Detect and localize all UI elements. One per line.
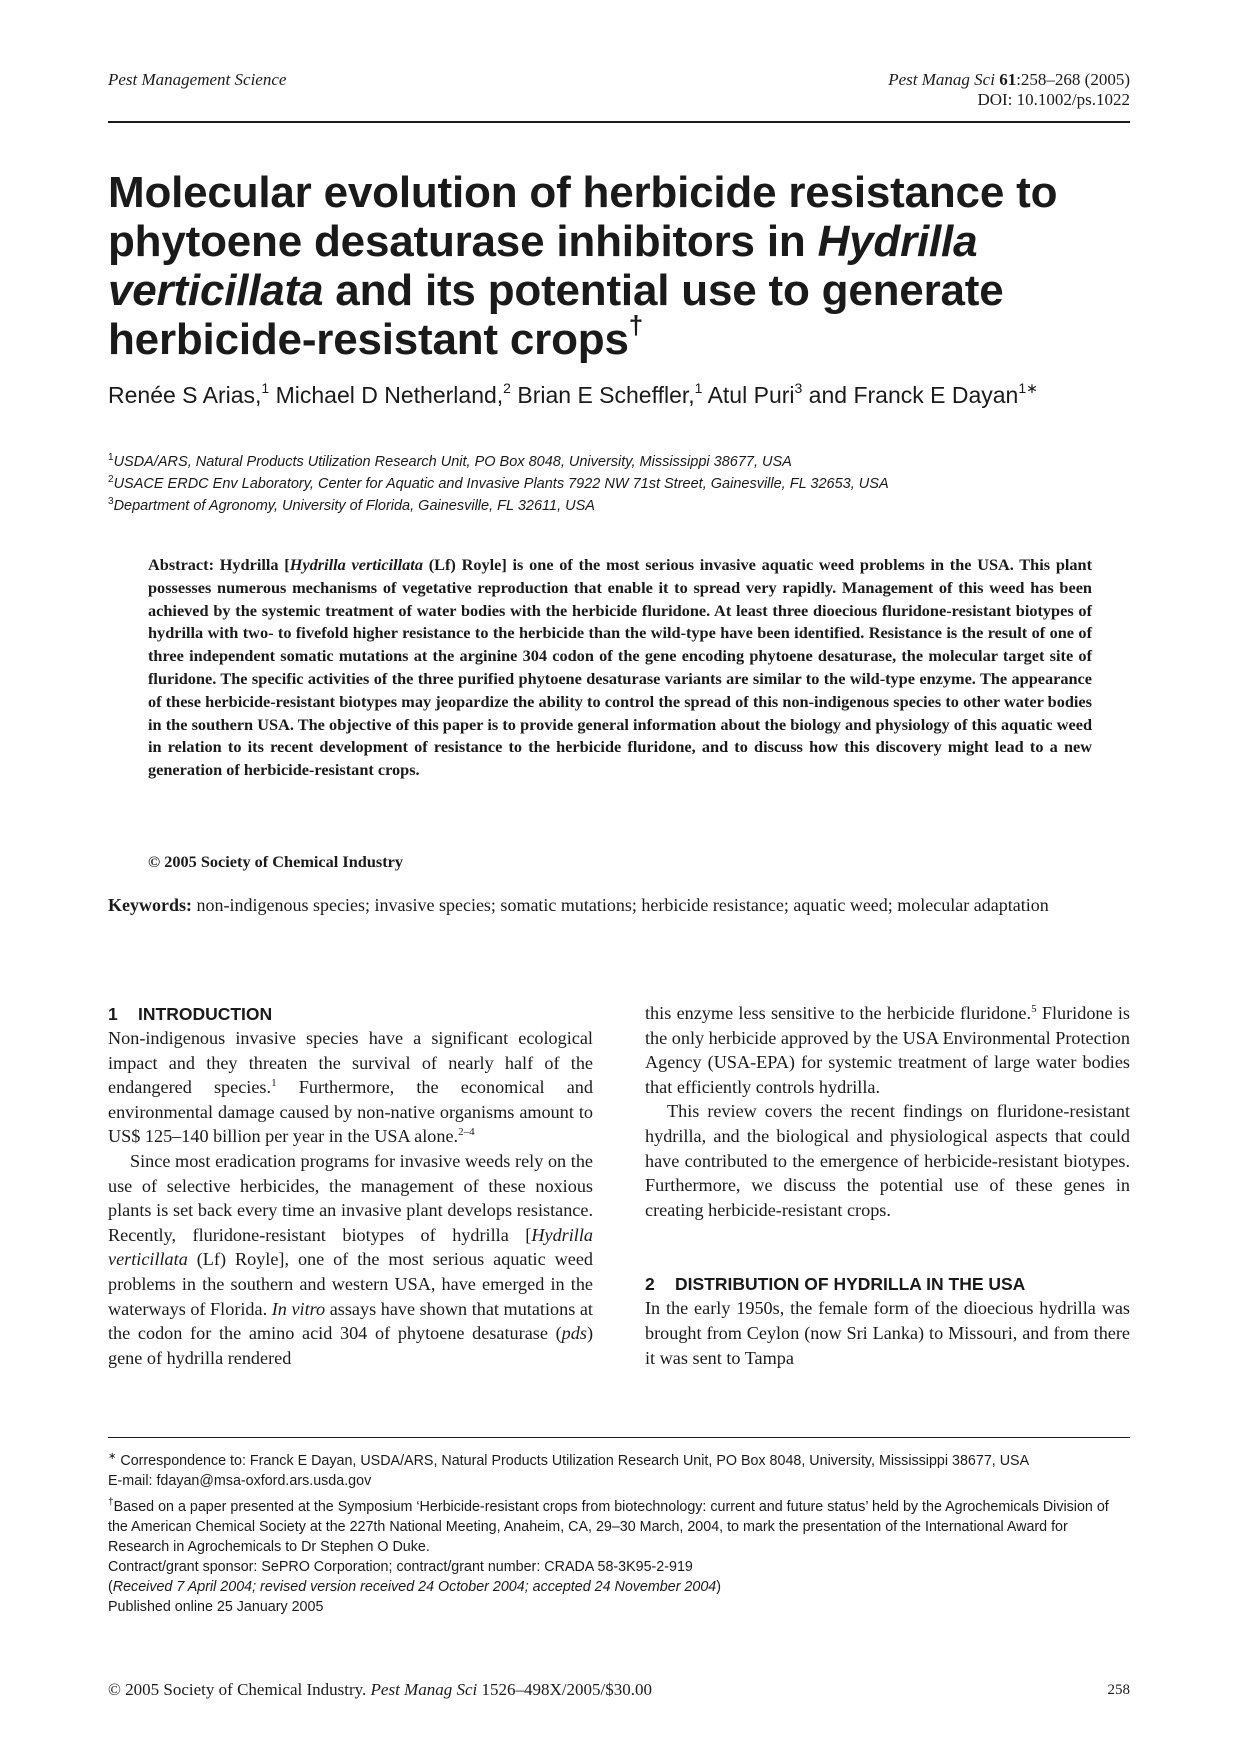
citation-volume: 61 <box>999 70 1017 89</box>
author-name: Michael D Netherland, <box>269 382 504 408</box>
italic-run: In vitro <box>271 1298 326 1319</box>
affiliation-mark: 3 <box>108 496 114 507</box>
abstract-copyright: © 2005 Society of Chemical Industry <box>148 852 404 871</box>
section-title: DISTRIBUTION OF HYDRILLA IN THE USA <box>675 1274 1026 1295</box>
journal-name: Pest Management Science <box>108 70 287 89</box>
article-title <box>108 168 1138 364</box>
column-left <box>108 1002 593 1370</box>
citation-ref: 5 <box>1031 1003 1037 1015</box>
abstract-text-2: (Lf) Royle] is one of the most serious invasive aquatic weed problems in the USA. This plant possesses numerous mechanisms of vegetative reproduction that enable it to spread very rapidly. Management of this weed has been achieved by the systemic treatment of water bodies with the herbicide fluridone. At least three dioecious fluridone-resistant biotypes of hydrilla with two- to fivefold higher resistance to the herbicide than the wild-type have been identified. Resistance is the result of one of three independent somatic mutations at the arginine 304 codon of the gene encoding phytoene desaturase, the molecular target site of fluridone. The specific activities of the three purified phytoene desaturase variants are similar to the wild-type enzyme. The appearance of these herbicide-resistant biotypes may jeopardize the ability to control the spread of this non-indigenous species to other water bodies in the southern USA. The objective of this paper is to provide general information about the biology and physiology of this aquatic weed in relation to its recent development of resistance to the herbicide fluridone, and to discuss how this discovery might lead to a new generation of herbicide-resistant crops. <box>148 555 1093 780</box>
abstract <box>148 554 1092 782</box>
column-right <box>645 1001 1130 1370</box>
text-run: Since most eradication programs for invasive weeds rely on the use of selective herbicides, the management of these noxious plants is set back every time an invasive plant develops resistance. Recently, fluridone-resistant biotypes of hydrilla [ <box>108 1150 593 1245</box>
keywords-label: Keywords: <box>108 895 192 915</box>
author-affil-mark: 1 <box>694 380 703 396</box>
page-number: 258 <box>1107 1682 1130 1698</box>
abstract-label: Abstract: <box>148 555 215 574</box>
italic-run: Hydrilla verticillata <box>108 1224 593 1270</box>
italic-run: Received 7 April 2004; revised version received 24 October 2004; accepted 24 November 2004 <box>112 1579 717 1595</box>
text-run: Furthermore, the economical and environmental damage caused by non-native organisms amount to US$ 125–140 billion per year in the USA alone. <box>108 1077 593 1147</box>
author-name: and Franck E Dayan <box>802 382 1019 408</box>
footnote-correspondence <box>108 1451 1130 1471</box>
section-number: 1 <box>108 1004 118 1024</box>
doi: DOI: 10.1002/ps.1022 <box>977 90 1130 109</box>
italic-run: Pest Manag Sci <box>370 1680 478 1699</box>
text-run: Fluridone is the only herbicide approved by the USA Environmental Protection Agency (USA-EPA) for systemic treatment of large water bodies that efficiently controls hydrilla. <box>645 1003 1131 1097</box>
footnote-based-on <box>108 1497 1130 1557</box>
affiliation-text: USDA/ARS, Natural Products Utilization Research Unit, PO Box 8048, University, Mississippi 38677, USA <box>113 454 792 470</box>
affiliations <box>108 451 1138 517</box>
paragraph <box>108 1026 593 1149</box>
section-heading-distribution <box>645 1272 1130 1296</box>
keywords <box>108 893 1130 917</box>
footnote-mark: † <box>108 1497 114 1508</box>
citation-pages: :258–268 (2005) <box>1016 70 1130 89</box>
author-name: Atul Puri <box>702 382 795 408</box>
section-number: 2 <box>645 1274 655 1295</box>
section-heading-introduction <box>108 1002 593 1026</box>
author-name: Renée S Arias, <box>108 382 262 408</box>
text-run: Correspondence to: Franck E Dayan, USDA/ARS, Natural Products Utilization Research Unit, PO Box 8048, University, Mississippi 38677, USA <box>116 1453 1030 1469</box>
text-run: ) gene of hydrilla rendered <box>108 1323 593 1368</box>
text-run: (Lf) Royle], one of the most serious aquatic weed problems in the southern and western USA, have emerged in the waterways of Florida. <box>108 1249 593 1319</box>
title-part-2: and its potential use to generate herbicide-resistant crops <box>108 266 1004 364</box>
affiliation-mark: 2 <box>108 474 114 485</box>
author-affil-mark: 1∗ <box>1018 380 1038 396</box>
footnotes <box>108 1451 1130 1617</box>
text-run: 1526–498X/2005/$30.00 <box>477 1680 652 1699</box>
citation-ref: 2–4 <box>458 1126 475 1139</box>
text-run: Non-indigenous invasive species have a significant ecological impact and they threaten the survival of nearly half of the endangered species. <box>108 1028 593 1098</box>
author-affil-mark: 3 <box>794 380 803 396</box>
author-name: Brian E Scheffler, <box>510 382 695 408</box>
paragraph <box>645 1001 1130 1099</box>
affiliation <box>108 473 1138 495</box>
paragraph: In the early 1950s, the female form of the dioecious hydrilla was brought from Ceylon (now Sri Lanka) to Missouri, and from there it was sent to Tampa <box>645 1298 1130 1368</box>
footnote-contract: Contract/grant sponsor: SePRO Corporation; contract/grant number: CRADA 58-3K95-2-919 <box>108 1559 693 1575</box>
text-run: © 2005 Society of Chemical Industry. <box>108 1680 371 1699</box>
citation-block <box>888 70 1130 110</box>
section-spacer <box>645 1222 1130 1272</box>
keywords-text: non-indigenous species; invasive species; somatic mutations; herbicide resistance; aquatic weed; molecular adaptation <box>192 895 1049 915</box>
paragraph: This review covers the recent findings on fluridone-resistant hydrilla, and the biological and physiological aspects that could have contributed to the emergence of herbicide-resistant biotypes. Furthermore, we discuss the potential use of these genes in creating herbicide-resistant crops. <box>645 1101 1130 1220</box>
citation-line <box>888 70 1130 90</box>
footnote-rule <box>108 1437 1130 1438</box>
affiliation <box>108 495 1138 517</box>
citation-journal: Pest Manag Sci <box>888 70 995 89</box>
citation-ref: 1 <box>271 1077 277 1090</box>
author-affil-mark: 2 <box>503 380 511 396</box>
footnote-email: E-mail: fdayan@msa-oxford.ars.usda.gov <box>108 1473 372 1489</box>
title-species: Hydrilla verticillata <box>108 217 978 315</box>
affiliation <box>108 451 1138 473</box>
text-run: assays have shown that mutations at the codon for the amino acid 304 of phytoene desaturase ( <box>108 1298 593 1344</box>
affiliation-mark: 1 <box>108 452 114 463</box>
footer-copyright <box>108 1680 652 1700</box>
affiliation-text: Department of Agronomy, University of Florida, Gainesville, FL 32611, USA <box>113 498 595 514</box>
title-part-1: Molecular evolution of herbicide resistance to phytoene desaturase inhibitors in <box>108 168 1058 266</box>
footnote-received: (Received 7 April 2004; revised version received 24 October 2004; accepted 24 November 2004) <box>108 1579 722 1595</box>
section-title: INTRODUCTION <box>138 1004 273 1024</box>
italic-run: pds <box>561 1323 587 1344</box>
author-list <box>108 380 1138 410</box>
footnote-mark: ∗ <box>108 1451 117 1462</box>
text-run: Based on a paper presented at the Symposium ‘Herbicide-resistant crops from biotechnology: current and future status’ held by the Agrochemicals Division of the American Chemical Society at the 227th National Meeting, Anaheim, CA, 29–30 March, 2004, to mark the presentation of the International Award for Research in Agrochemicals to Dr Stephen O Duke. <box>108 1499 1109 1555</box>
abstract-text-1: Hydrilla [ <box>214 555 290 574</box>
author-affil-mark: 1 <box>261 380 270 396</box>
paragraph <box>108 1149 593 1370</box>
abstract-species: Hydrilla verticillata <box>289 555 423 574</box>
header-rule <box>108 121 1130 123</box>
title-footnote-mark: † <box>628 310 643 340</box>
affiliation-text: USACE ERDC Env Laboratory, Center for Aquatic and Invasive Plants 7922 NW 71st Street, Gainesville, FL 32653, USA <box>113 476 889 492</box>
text-run: this enzyme less sensitive to the herbicide fluridone. <box>645 1003 1032 1023</box>
footnote-published: Published online 25 January 2005 <box>108 1599 324 1615</box>
